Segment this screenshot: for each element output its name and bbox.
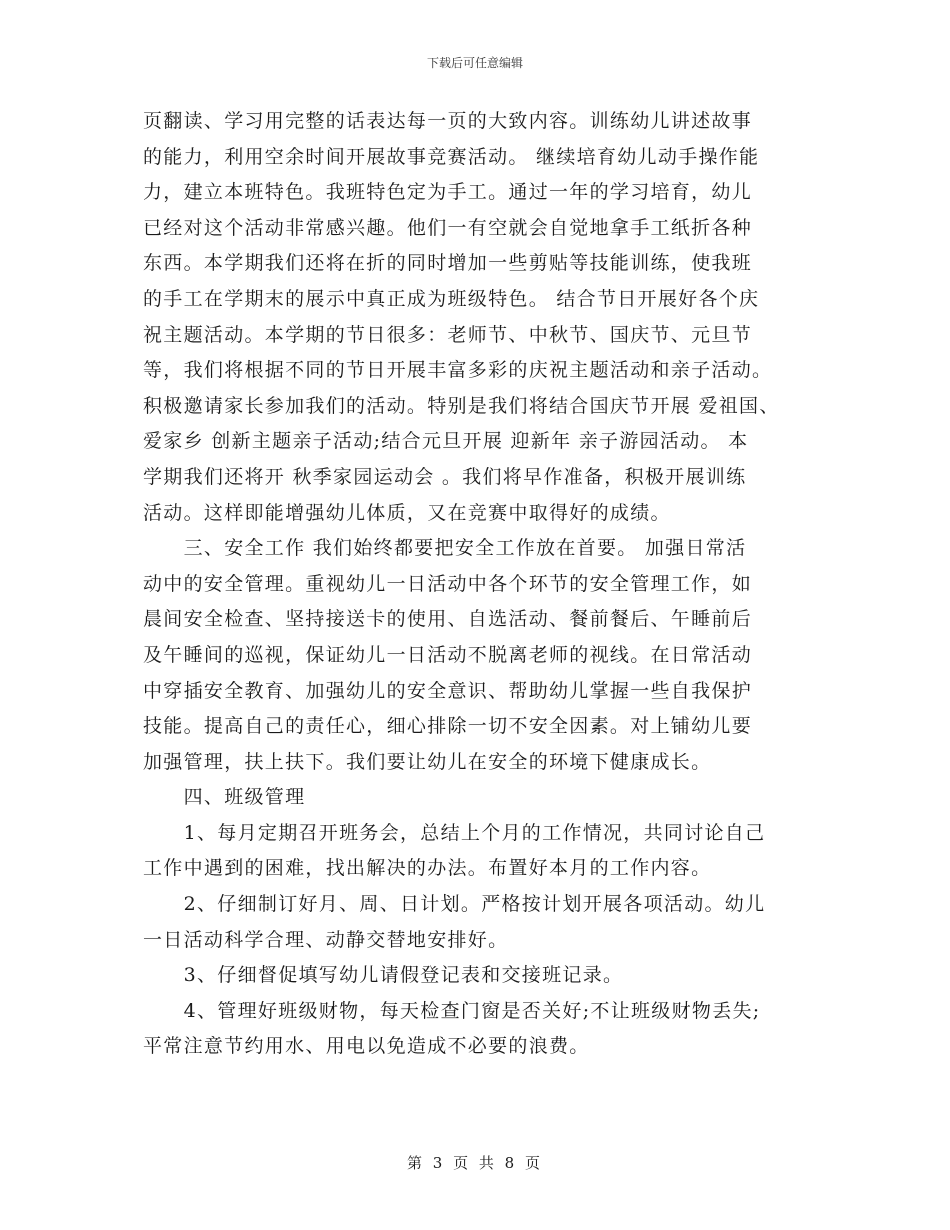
- text-line: 积极邀请家长参加我们的活动。特别是我们将结合国庆节开展 爱祖国、: [143, 394, 780, 417]
- text-line: 的手工在学期末的展示中真正成为班级特色。 结合节日开展好各个庆: [143, 287, 760, 310]
- text-line: 动中的安全管理。重视幼儿一日活动中各个环节的安全管理工作，如: [143, 572, 753, 595]
- text-line: 工作中遇到的困难，找出解决的办法。布置好本月的工作内容。: [143, 857, 712, 880]
- text-line: 力，建立本班特色。我班特色定为手工。通过一年的学习培育，幼儿: [143, 181, 753, 204]
- list-item: 3、仔细督促填写幼儿请假登记表和交接班记录。: [143, 964, 624, 987]
- section-heading-class-management: 四、班级管理: [143, 786, 306, 809]
- text-line: 活动。这样即能增强幼儿体质，又在竞赛中取得好的成绩。: [143, 501, 671, 524]
- text-line: 的能力，利用空余时间开展故事竞赛活动。 继续培育幼儿动手操作能: [143, 145, 760, 168]
- text-line: 技能。提高自己的责任心，细心排除一切不安全因素。对上铺幼儿要: [143, 715, 753, 738]
- text-line: 学期我们还将开 秋季家园运动会 。我们将早作准备，积极开展训练: [143, 465, 747, 488]
- text-line: 一日活动科学合理、动静交替地安排好。: [143, 928, 509, 951]
- text-line: 东西。本学期我们还将在折的同时增加一些剪贴等技能训练，使我班: [143, 252, 753, 275]
- page-footer: 第 3 页 共 8 页: [407, 1154, 543, 1172]
- text-line: 爱家乡 创新主题亲子活动;结合元旦开展 迎新年 亲子游园活动。 本: [143, 430, 749, 453]
- text-line: 及午睡间的巡视，保证幼儿一日活动不脱离老师的视线。在日常活动: [143, 643, 753, 666]
- text-line: 加强管理，扶上扶下。我们要让幼儿在安全的环境下健康成长。: [143, 750, 712, 773]
- text-line: 已经对这个活动非常感兴趣。他们一有空就会自觉地拿手工纸折各种: [143, 216, 753, 239]
- text-line: 平常注意节约用水、用电以免造成不必要的浪费。: [143, 1035, 590, 1058]
- list-item: 2、仔细制订好月、周、日计划。严格按计划开展各项活动。幼儿: [143, 893, 766, 916]
- text-line: 等，我们将根据不同的节日开展丰富多彩的庆祝主题活动和亲子活动。: [143, 359, 773, 382]
- text-line: 页翻读、学习用完整的话表达每一页的大致内容。训练幼儿讲述故事: [143, 110, 753, 132]
- text-line: 晨间安全检查、坚持接送卡的使用、自选活动、餐前餐后、午睡前后: [143, 608, 753, 631]
- list-item: 4、管理好班级财物，每天检查门窗是否关好;不让班级财物丢失;: [143, 999, 761, 1022]
- document-body: [143, 104, 823, 1065]
- page-header: 下载后可任意编辑: [426, 56, 523, 70]
- list-item: 1、每月定期召开班务会，总结上个月的工作情况，共同讨论自己: [143, 821, 766, 844]
- section-heading-safety: 三、安全工作 我们始终都要把安全工作放在首要。 加强日常活: [143, 537, 747, 560]
- text-line: 祝主题活动。本学期的节日很多：老师节、中秋节、国庆节、元旦节: [143, 323, 753, 346]
- text-line: 中穿插安全教育、加强幼儿的安全意识、帮助幼儿掌握一些自我保护: [143, 679, 753, 702]
